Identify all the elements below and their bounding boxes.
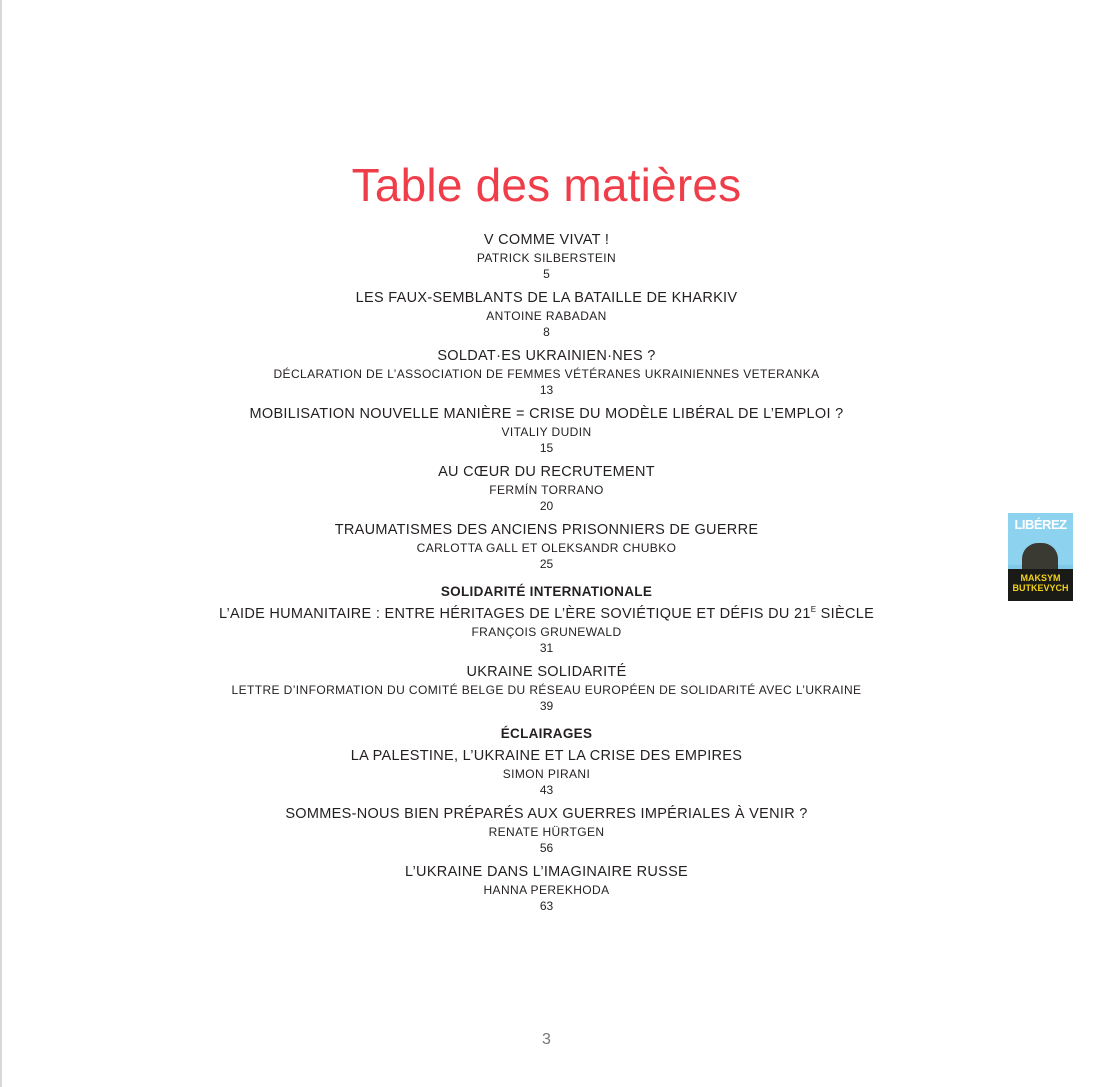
toc-entry[interactable]: [0, 805, 1093, 856]
entry-title-end: SIÈCLE: [816, 606, 875, 622]
toc-entry[interactable]: [0, 663, 1093, 714]
entry-author: RENATE HÜRTGEN: [488, 825, 605, 839]
entry-page-number: 25: [539, 557, 554, 571]
entry-author: SIMON PIRANI: [502, 767, 591, 781]
entry-page-number: 31: [539, 641, 554, 655]
entry-page-number: 63: [539, 899, 554, 913]
entry-title: LES FAUX-SEMBLANTS DE LA BATAILLE DE KHARKIV: [355, 290, 738, 306]
entry-page-number: 56: [539, 841, 554, 855]
page-number: 3: [542, 1031, 551, 1048]
entry-page-number: 13: [539, 383, 554, 397]
entry-author: PATRICK SILBERSTEIN: [476, 251, 617, 265]
entry-page-number: 39: [539, 699, 554, 713]
entry-page-number: 43: [539, 783, 554, 797]
section-heading-eclairages: ÉCLAIRAGES: [500, 726, 593, 741]
entry-page-number: 20: [539, 499, 554, 513]
entry-author: CARLOTTA GALL ET OLEKSANDR CHUBKO: [416, 541, 677, 555]
section-heading-solidarite: SOLIDARITÉ INTERNATIONALE: [440, 584, 653, 599]
poster-name: [1008, 573, 1073, 593]
entry-title: UKRAINE SOLIDARITÉ: [466, 664, 627, 680]
entry-title: SOLDAT·ES UKRAINIEN·NES ?: [437, 348, 656, 364]
entry-title: SOMMES-NOUS BIEN PRÉPARÉS AUX GUERRES IMPÉRIALES À VENIR ?: [285, 806, 808, 822]
toc-entry[interactable]: [0, 463, 1093, 514]
toc-entry[interactable]: [0, 605, 1093, 656]
entry-title: V COMME VIVAT !: [483, 232, 610, 248]
toc-entry[interactable]: [0, 863, 1093, 914]
entry-title: LA PALESTINE, L’UKRAINE ET LA CRISE DES EMPIRES: [350, 748, 743, 764]
toc-entry[interactable]: [0, 347, 1093, 398]
table-of-contents: [0, 231, 1093, 914]
campaign-poster-image[interactable]: [1008, 513, 1073, 601]
poster-name-line1: MAKSYM: [1020, 573, 1061, 583]
page-title: Table des matières: [351, 158, 742, 211]
entry-page-number: 5: [543, 267, 550, 281]
entry-title: MOBILISATION NOUVELLE MANIÈRE = CRISE DU MODÈLE LIBÉRAL DE L’EMPLOI ?: [249, 406, 844, 422]
toc-entry[interactable]: [0, 405, 1093, 456]
entry-title-main: L’AIDE HUMANITAIRE : ENTRE HÉRITAGES DE L’ÈRE SOVIÉTIQUE ET DÉFIS DU 21: [218, 606, 811, 622]
entry-author: DÉCLARATION DE L’ASSOCIATION DE FEMMES VÉTÉRANES UKRAINIENNES VETERANKA: [273, 367, 820, 381]
entry-title: TRAUMATISMES DES ANCIENS PRISONNIERS DE GUERRE: [334, 522, 759, 538]
poster-name-line2: BUTKEVYCH: [1012, 583, 1069, 593]
entry-page-number: 15: [539, 441, 554, 455]
entry-author: LETTRE D’INFORMATION DU COMITÉ BELGE DU RÉSEAU EUROPÉEN DE SOLIDARITÉ AVEC L’UKRAINE: [231, 683, 862, 697]
toc-entry[interactable]: [0, 289, 1093, 340]
entry-title: AU CŒUR DU RECRUTEMENT: [438, 464, 655, 480]
toc-entry[interactable]: [0, 521, 1093, 572]
entry-title: [0, 605, 1093, 623]
entry-author: VITALIY DUDIN: [501, 425, 592, 439]
entry-page-number: 8: [543, 325, 550, 339]
entry-title-superscript: E: [810, 605, 817, 614]
entry-author: ANTOINE RABADAN: [486, 309, 607, 323]
entry-author: HANNA PEREKHODA: [483, 883, 610, 897]
toc-entry[interactable]: [0, 231, 1093, 282]
toc-entry[interactable]: [0, 747, 1093, 798]
entry-author: FERMÍN TORRANO: [489, 483, 604, 497]
poster-headline: LIBÉREZ: [1014, 517, 1067, 532]
entry-title: L’UKRAINE DANS L’IMAGINAIRE RUSSE: [404, 864, 689, 880]
entry-author: FRANÇOIS GRUNEWALD: [471, 625, 622, 639]
